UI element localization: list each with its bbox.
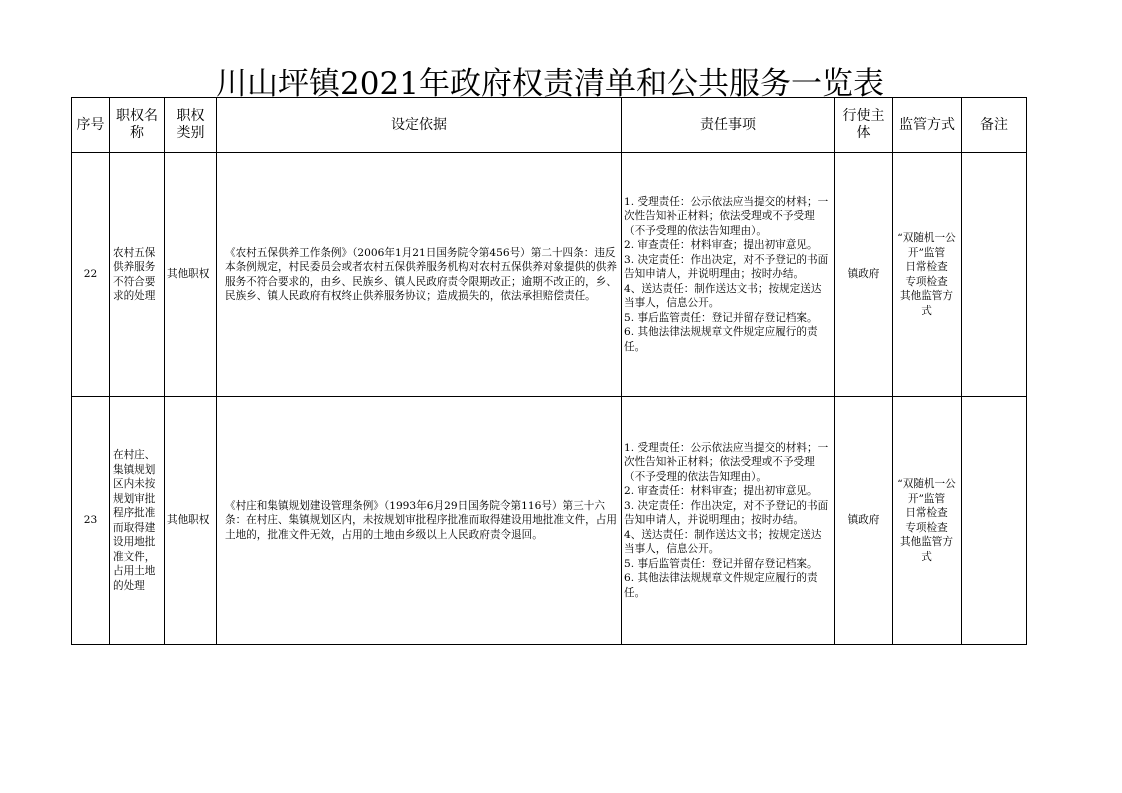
resp-item: 5. 事后监管责任：登记并留存登记档案。 — [624, 557, 818, 570]
header-type — [165, 98, 217, 153]
resp-item: 6. 其他法律法规规章文件规定应履行的责任。 — [624, 326, 818, 353]
row-remarks — [962, 153, 1027, 397]
header-subject — [835, 98, 893, 153]
supervision-item: “双随机一公开”监管 — [897, 232, 956, 259]
header-row — [72, 98, 1027, 153]
page-title: 川山坪镇2021年政府权责清单和公共服务一览表 — [216, 66, 884, 102]
header-name-text: 职权名称 — [116, 108, 158, 141]
table-row — [72, 153, 1027, 397]
row-no: 22 — [72, 153, 110, 397]
header-subject-text: 行使主体 — [842, 108, 885, 141]
resp-item: 2. 审查责任：材料审查；提出初审意见。 — [624, 239, 818, 252]
row-supervision — [893, 153, 962, 397]
header-responsibilities: 责任事项 — [622, 98, 835, 153]
header-type-text: 职权类别 — [176, 108, 205, 141]
resp-item: 4、送达责任：制作送达文书；按规定送达当事人，信息公开。 — [624, 282, 822, 310]
resp-item: 1. 受理责任：公示依法应当提交的材料；一次性告知补正材料；依法受理或不予受理（不予受理的依法告知理由）。 — [624, 441, 829, 483]
resp-item: 6. 其他法律法规规章文件规定应履行的责任。 — [624, 572, 818, 599]
row-responsibilities — [622, 397, 835, 645]
row-subject: 镇政府 — [835, 153, 893, 397]
header-no: 序号 — [72, 98, 110, 153]
row-basis: 《村庄和集镇规划建设管理条例》（1993年6月29日国务院令第116号）第三十六条：在村庄、集镇规划区内，未按规划审批程序批准而取得建设用地批准文件，占用土地的，批准文件无效，占用的土地由乡级以上人民政府责令退回。 — [217, 397, 622, 645]
supervision-item: 其他监管方式 — [900, 536, 953, 563]
row-type: 其他职权 — [165, 397, 217, 645]
supervision-item: 其他监管方式 — [900, 290, 953, 317]
supervision-item: 日常检查 — [905, 261, 948, 273]
header-remarks: 备注 — [962, 98, 1027, 153]
responsibility-table — [71, 97, 1027, 645]
resp-item: 4、送达责任：制作送达文书；按规定送达当事人，信息公开。 — [624, 528, 822, 556]
row-name: 在村庄、集镇规划区内未按规划审批程序批准而取得建设用地批准文件，占用土地的处理 — [110, 397, 165, 645]
row-subject: 镇政府 — [835, 397, 893, 645]
resp-item: 3. 决定责任：作出决定，对不予登记的书面告知申请人，并说明理由；按时办结。 — [624, 499, 829, 527]
header-basis: 设定依据 — [217, 98, 622, 153]
row-responsibilities — [622, 153, 835, 397]
supervision-item: 专项检查 — [905, 521, 948, 534]
row-remarks — [962, 397, 1027, 645]
supervision-item: 日常检查 — [905, 507, 948, 519]
row-type: 其他职权 — [165, 153, 217, 397]
header-supervision: 监管方式 — [893, 98, 962, 153]
row-basis: 《农村五保供养工作条例》（2006年1月21日国务院令第456号）第二十四条：违反本条例规定，村民委员会或者农村五保供养服务机构对农村五保供养对象提供的供养服务不符合要求的，由乡、民族乡、镇人民政府责令限期改正；逾期不改正的，乡、民族乡、镇人民政府有权终止供养服务协议；造成损失的，依法承担赔偿责任。 — [217, 153, 622, 397]
supervision-item: “双随机一公开”监管 — [897, 478, 956, 505]
resp-item: 3. 决定责任：作出决定，对不予登记的书面告知申请人，并说明理由；按时办结。 — [624, 253, 829, 281]
row-name: 农村五保供养服务不符合要求的处理 — [110, 153, 165, 397]
supervision-item: 专项检查 — [905, 275, 948, 288]
table-row — [72, 397, 1027, 645]
row-supervision — [893, 397, 962, 645]
resp-item: 5. 事后监管责任：登记并留存登记档案。 — [624, 311, 818, 324]
resp-item: 1. 受理责任：公示依法应当提交的材料；一次性告知补正材料；依法受理或不予受理（不予受理的依法告知理由）。 — [624, 195, 829, 237]
header-name — [110, 98, 165, 153]
resp-item: 2. 审查责任：材料审查；提出初审意见。 — [624, 485, 818, 498]
row-no: 23 — [72, 397, 110, 645]
